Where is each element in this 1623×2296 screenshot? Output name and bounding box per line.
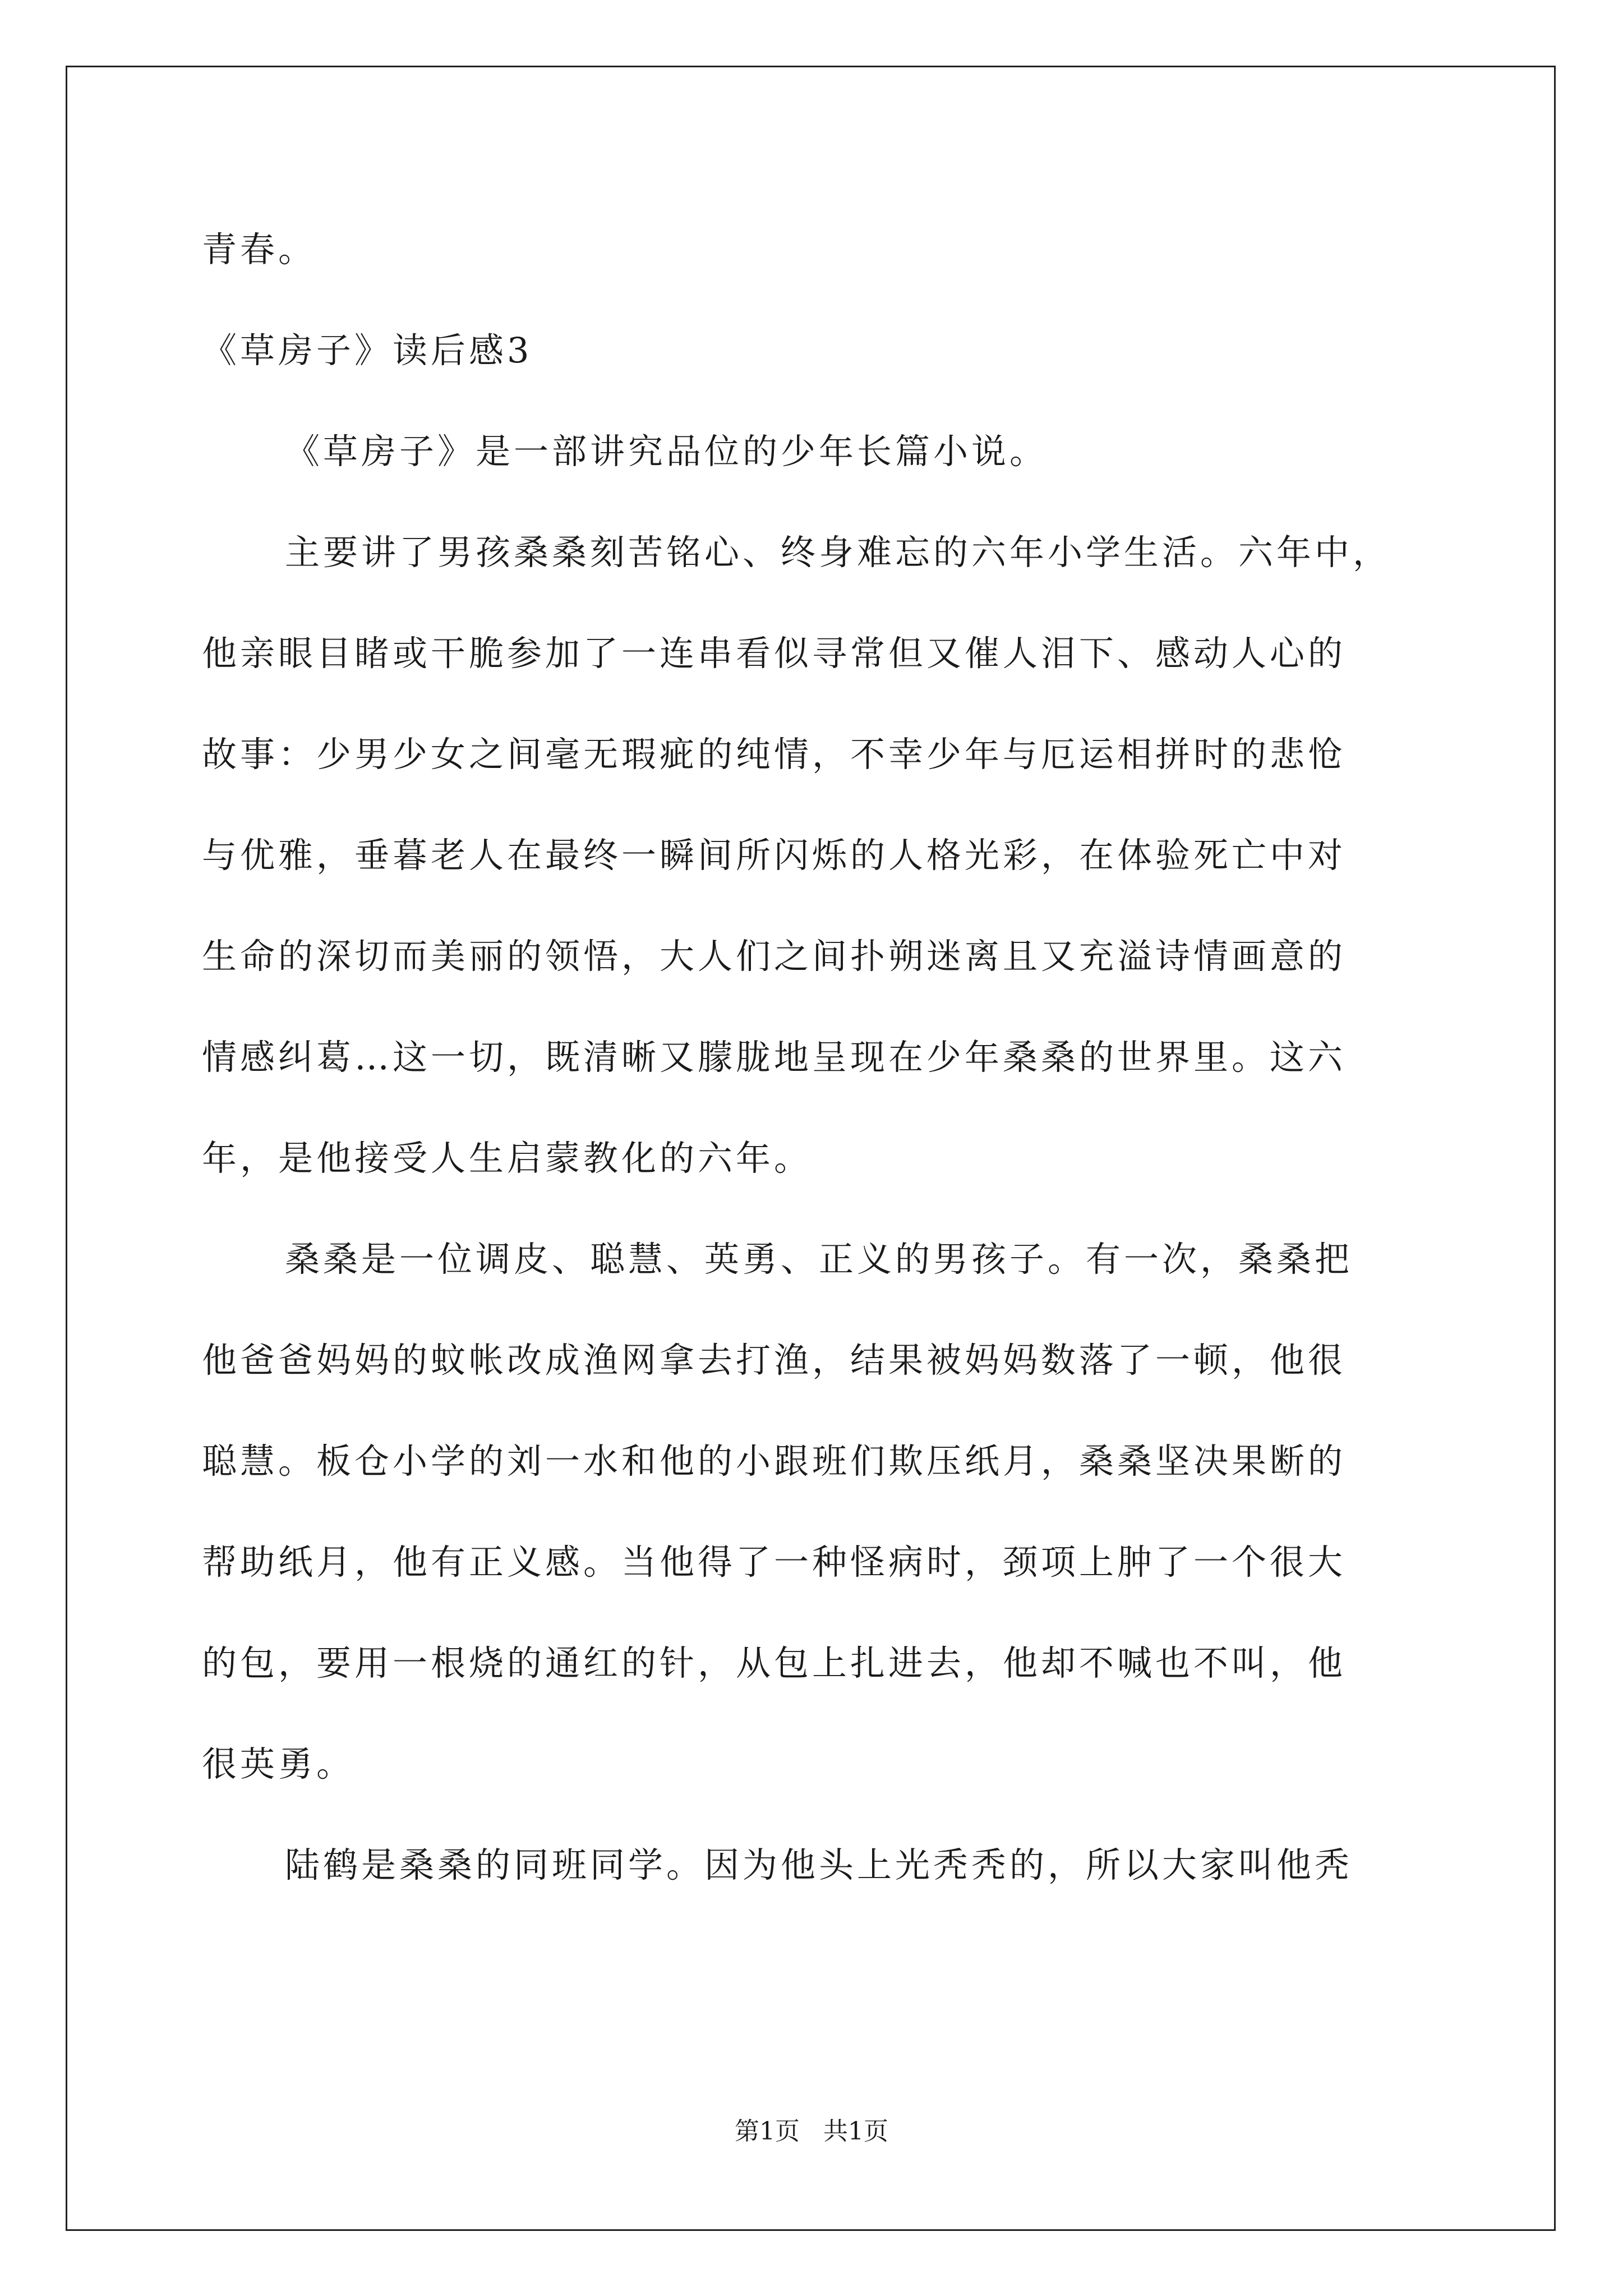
paragraph-line: 桑桑是一位调皮、聪慧、英勇、正义的男孩子。有一次，桑桑把: [285, 1239, 1353, 1280]
paragraph-line: 生命的深切而美丽的领悟，大人们之间扑朔迷离且又充溢诗情画意的: [202, 936, 1347, 977]
paragraph-line: 帮助纸月，他有正义感。当他得了一种怪病时，颈项上肿了一个很大: [202, 1542, 1347, 1582]
paragraph-line: 《草房子》是一部讲究品位的少年长篇小说。: [285, 431, 1048, 472]
paragraph-line: 故事：少男少女之间毫无瑕疵的纯情，不幸少年与厄运相拼时的悲怆: [202, 734, 1347, 775]
text-line: 青春。: [202, 229, 317, 270]
section-heading: 《草房子》读后感3: [202, 330, 533, 371]
paragraph-line: 很英勇。: [202, 1743, 355, 1784]
paragraph-line: 的包，要用一根烧的通红的针，从包上扎进去，他却不喊也不叫，他: [202, 1642, 1347, 1683]
paragraph-line: 情感纠葛…这一切，既清晰又朦胧地呈现在少年桑桑的世界里。这六: [202, 1037, 1347, 1078]
page-number-current: 第1页: [735, 2117, 800, 2146]
paragraph-line: 年，是他接受人生启蒙教化的六年。: [202, 1138, 813, 1179]
page-number-total: 共1页: [823, 2117, 888, 2146]
paragraph-line: 他亲眼目睹或干脆参加了一连串看似寻常但又催人泪下、感动人心的: [202, 633, 1347, 674]
page-footer: [0, 2115, 1623, 2148]
paragraph-line: 他爸爸妈妈的蚊帐改成渔网拿去打渔，结果被妈妈数落了一顿，他很: [202, 1340, 1347, 1381]
paragraph-line: 聪慧。板仓小学的刘一水和他的小跟班们欺压纸月，桑桑坚决果断的: [202, 1441, 1347, 1481]
paragraph-line: 与优雅，垂暮老人在最终一瞬间所闪烁的人格光彩，在体验死亡中对: [202, 835, 1347, 876]
paragraph-line: 主要讲了男孩桑桑刻苦铭心、终身难忘的六年小学生活。六年中，: [285, 532, 1391, 573]
paragraph-line: 陆鹤是桑桑的同班同学。因为他头上光秃秃的，所以大家叫他秃: [285, 1844, 1353, 1885]
